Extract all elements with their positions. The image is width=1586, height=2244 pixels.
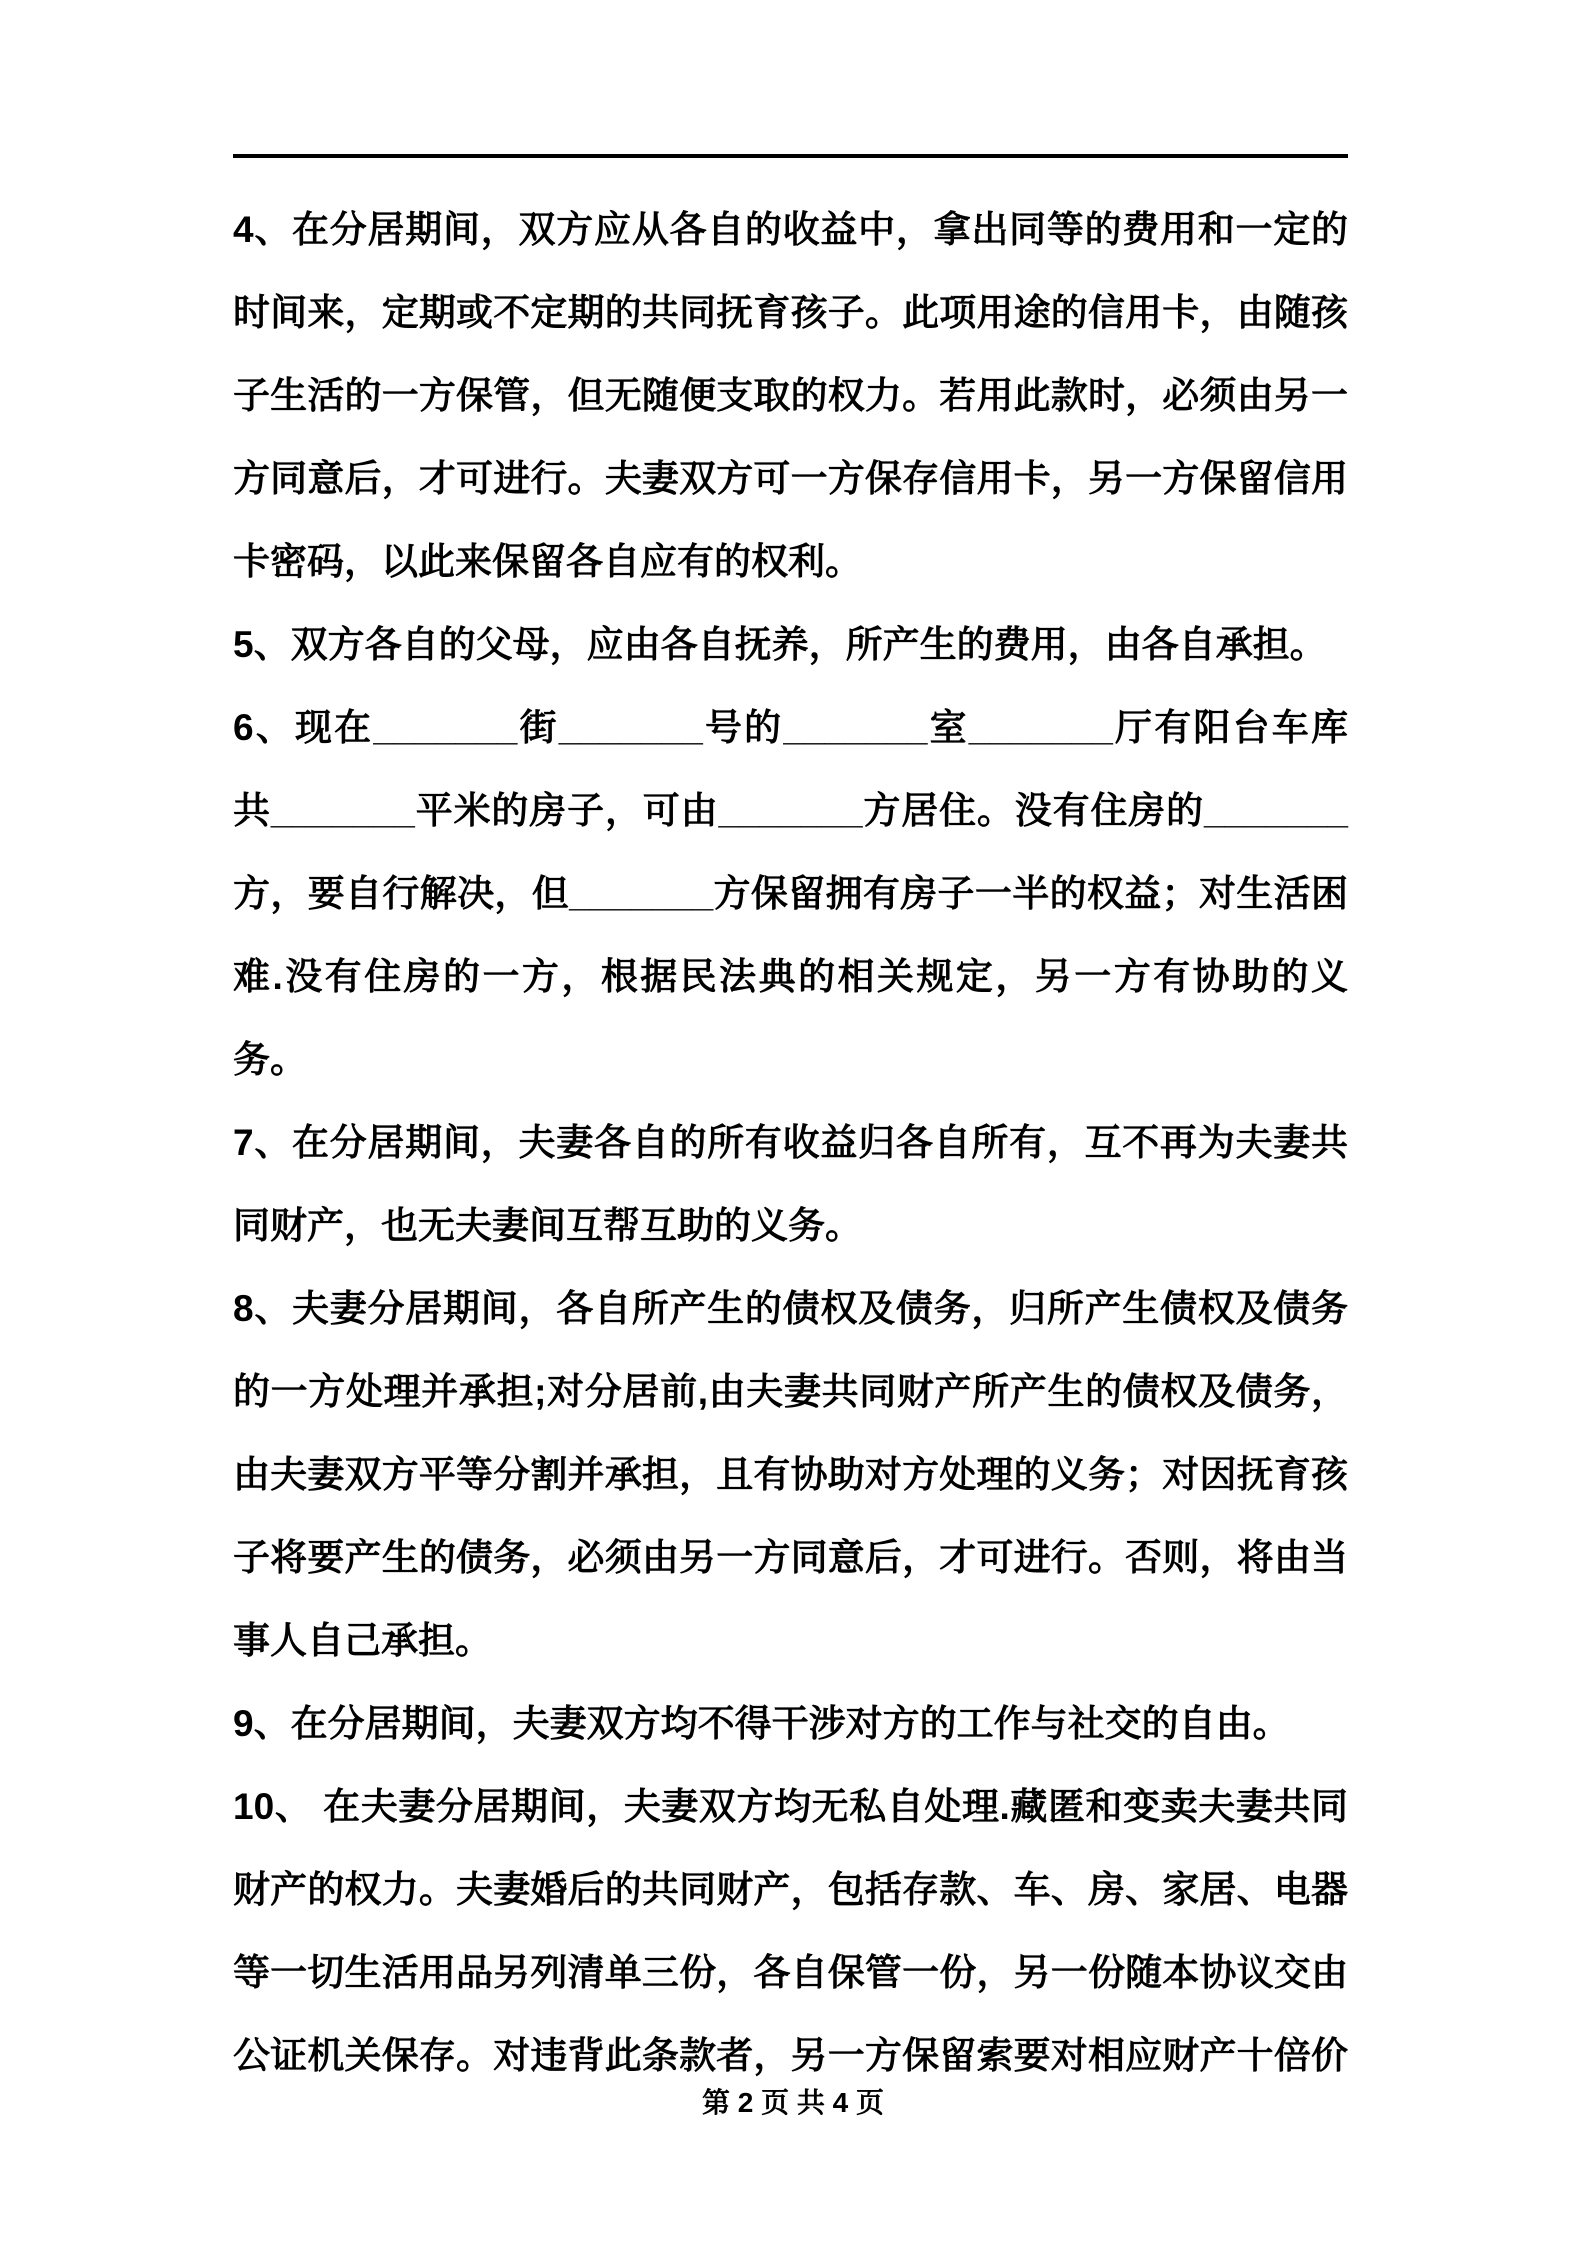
paragraph-line: 方，要自行解决，但_______方保留拥有房子一半的权益；对生活困 [233,873,1348,914]
paragraph-line: 难.没有住房的一方，根据民法典的相关规定，另一方有协助的义务。 [233,956,1348,1080]
page-number-text: 第 2 页 共 4 页 [701,2087,885,2118]
paragraph-line: 9、在分居期间，夫妻双方均不得干涉对方的工作与社交的自由。 [233,1703,1290,1744]
paragraph-line: 方同意后，才可进行。夫妻双方可一方保存信用卡，另一方保留信用 [233,458,1348,499]
paragraph-line: 5、双方各自的父母，应由各自抚养，所产生的费用，由各自承担。 [233,624,1327,665]
paragraph-line: 事人自己承担。 [233,1620,492,1661]
page-footer [0,2082,1586,2124]
paragraph-line: 子将要产生的债务，必须由另一方同意后，才可进行。否则，将由当 [233,1537,1348,1578]
paragraph-line: 等一切生活用品另列清单三份，各自保管一份，另一份随本协议交由 [233,1952,1348,1993]
paragraph-line: 6、现在_______街_______号的_______室_______厅有阳台车库 [233,707,1348,748]
paragraph-line: 7、在分居期间，夫妻各自的所有收益归各自所有，互不再为夫妻共 [233,1122,1348,1163]
paragraph-line: 时间来，定期或不定期的共同抚育孩子。此项用途的信用卡，由随孩 [233,292,1348,333]
paragraph-line: 由夫妻双方平等分割并承担，且有协助对方处理的义务；对因抚育孩 [233,1454,1348,1495]
document-body [233,188,1348,2097]
paragraph-line: 子生活的一方保管，但无随便支取的权力。若用此款时，必须由另一 [233,375,1348,416]
paragraph-line: 财产的权力。夫妻婚后的共同财产，包括存款、车、房、家居、电器 [233,1869,1348,1910]
paragraph-line: 的一方处理并承担;对分居前,由夫妻共同财产所产生的债权及债务， [233,1371,1348,1412]
paragraph-line: 10、 在夫妻分居期间，夫妻双方均无私自处理.藏匿和变卖夫妻共同 [233,1786,1348,1827]
paragraph-line: 同财产，也无夫妻间互帮互助的义务。 [233,1205,862,1246]
paragraph-line: 共_______平米的房子，可由_______方居住。没有住房的_______ [233,790,1348,831]
paragraph-line: 8、夫妻分居期间，各自所产生的债权及债务，归所产生债权及债务 [233,1288,1348,1329]
header-rule [233,154,1348,158]
paragraph-line: 卡密码，以此来保留各自应有的权利。 [233,541,862,582]
paragraph-line: 公证机关保存。对违背此条款者，另一方保留索要对相应财产十倍价 [233,2035,1348,2076]
paragraph-line: 4、在分居期间，双方应从各自的收益中，拿出同等的费用和一定的 [233,209,1348,250]
